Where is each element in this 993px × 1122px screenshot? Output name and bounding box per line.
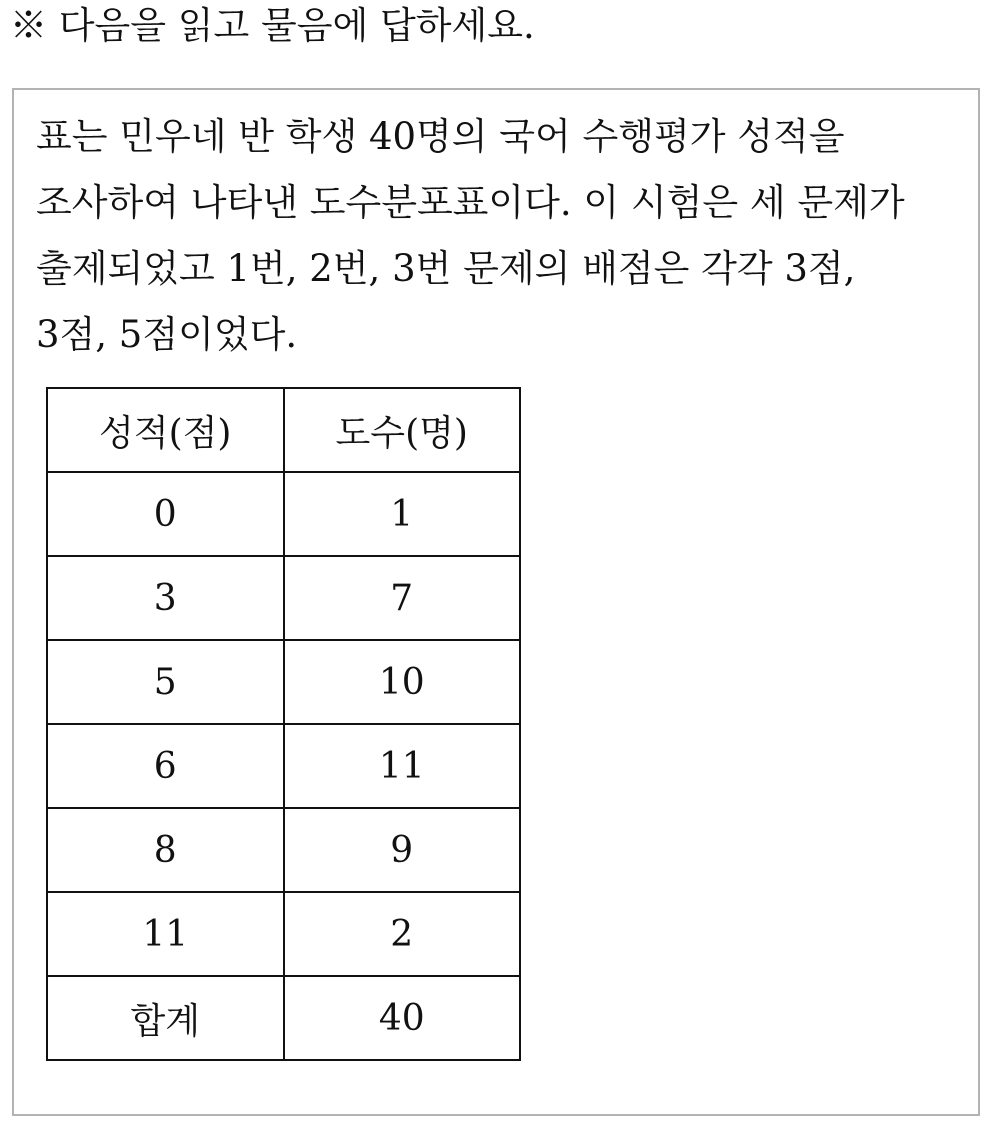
table-row — [47, 556, 520, 640]
total-value-cell: 40 — [284, 976, 521, 1060]
frequency-cell: 1 — [284, 472, 521, 556]
frequency-cell: 9 — [284, 808, 521, 892]
frequency-cell: 11 — [284, 724, 521, 808]
table-total-row — [47, 976, 520, 1060]
table-row — [47, 808, 520, 892]
frequency-cell: 2 — [284, 892, 521, 976]
passage-line: 출제되었고 1번, 2번, 3번 문제의 배점은 각각 3점, — [36, 247, 856, 290]
score-cell: 11 — [47, 892, 284, 976]
total-label-cell: 합계 — [47, 976, 284, 1060]
passage-text — [36, 104, 966, 368]
passage-line: 조사하여 나타낸 도수분포표이다. 이 시험은 세 문제가 — [36, 181, 905, 224]
table-row — [47, 892, 520, 976]
score-cell: 0 — [47, 472, 284, 556]
frequency-cell: 10 — [284, 640, 521, 724]
header-frequency: 도수(명) — [284, 388, 521, 472]
passage-box — [12, 88, 980, 1116]
frequency-cell: 7 — [284, 556, 521, 640]
table-row — [47, 640, 520, 724]
table-row — [47, 472, 520, 556]
score-cell: 6 — [47, 724, 284, 808]
frequency-table — [46, 387, 521, 1061]
instruction-text: ※ 다음을 읽고 물음에 답하세요. — [10, 4, 535, 47]
passage-line: 표는 민우네 반 학생 40명의 국어 수행평가 성적을 — [36, 115, 845, 158]
passage-line: 3점, 5점이었다. — [36, 313, 298, 356]
table-row — [47, 724, 520, 808]
header-score: 성적(점) — [47, 388, 284, 472]
score-cell: 3 — [47, 556, 284, 640]
table-header-row — [47, 388, 520, 472]
score-cell: 8 — [47, 808, 284, 892]
score-cell: 5 — [47, 640, 284, 724]
